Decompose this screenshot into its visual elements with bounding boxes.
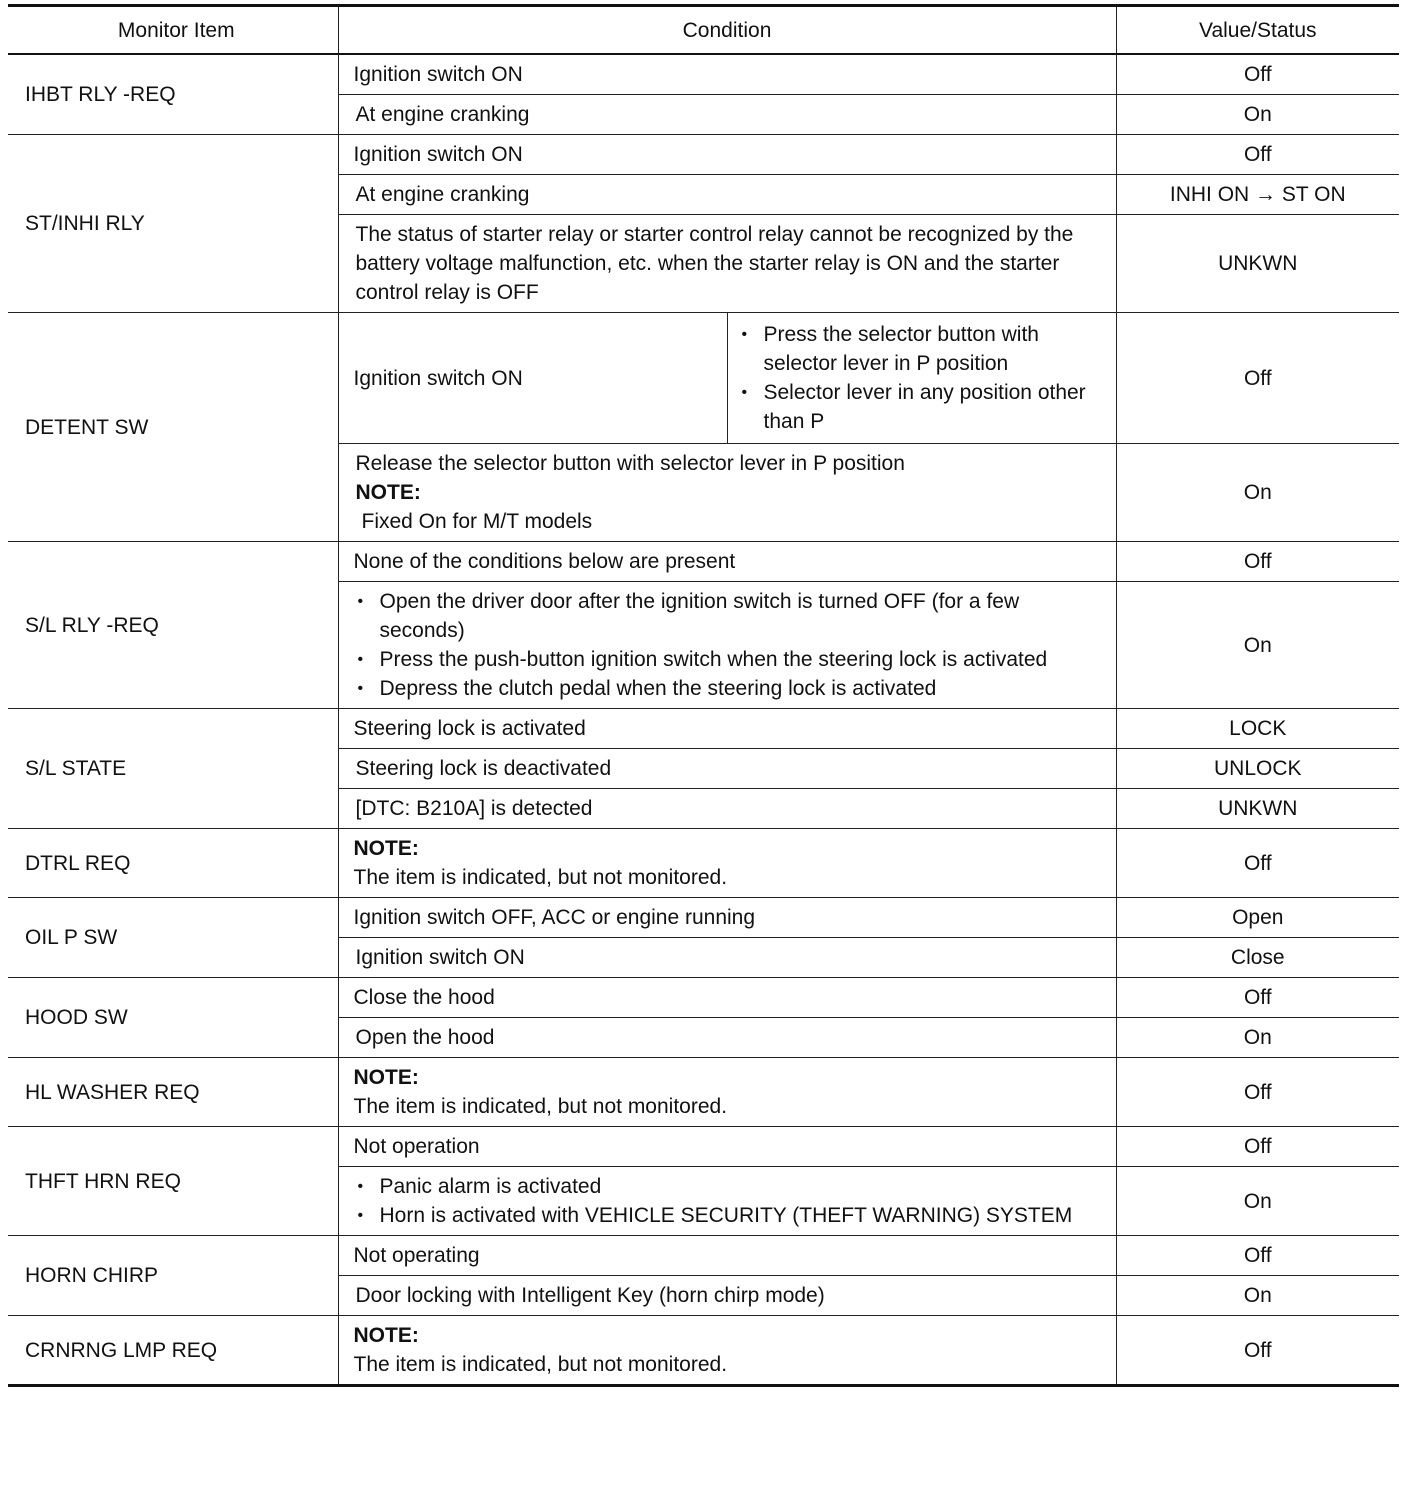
value-cell: Off: [1116, 1127, 1399, 1167]
condition-cell: [338, 444, 1116, 542]
table-row: [8, 542, 1399, 582]
monitor-item-cell: S/L STATE: [8, 709, 338, 829]
condition-cell: [DTC: B210A] is detected: [338, 789, 1116, 829]
list-item: • Horn is activated with VEHICLE SECURITY (THEFT WARNING) SYSTEM: [356, 1201, 1106, 1230]
condition-cell: [338, 1058, 1116, 1127]
table-header-row: [8, 6, 1399, 55]
table-row: [8, 1236, 1399, 1276]
monitor-item-cell: HOOD SW: [8, 978, 338, 1058]
condition-cell: [338, 582, 1116, 709]
note-label: NOTE:: [353, 1324, 419, 1347]
list-item: • Depress the clutch pedal when the steering lock is activated: [356, 674, 1106, 703]
value-cell: On: [1116, 95, 1399, 135]
condition-cell: Ignition switch ON: [338, 54, 1116, 95]
value-cell: Off: [1116, 1058, 1399, 1127]
condition-cell: Ignition switch ON: [338, 135, 1116, 175]
monitor-item-cell: THFT HRN REQ: [8, 1127, 338, 1236]
table-row: [8, 135, 1399, 175]
note-text: The item is indicated, but not monitored.: [353, 866, 728, 889]
condition-cell: Ignition switch OFF, ACC or engine running: [338, 898, 1116, 938]
value-cell: Off: [1116, 829, 1399, 898]
list-item: • Open the driver door after the ignition switch is turned OFF (for a few seconds): [356, 587, 1106, 645]
table-row: [8, 709, 1399, 749]
note-label: NOTE:: [355, 481, 421, 504]
monitor-item-cell: OIL P SW: [8, 898, 338, 978]
value-cell: On: [1116, 1018, 1399, 1058]
condition-cell: At engine cranking: [338, 95, 1116, 135]
condition-cell: Door locking with Intelligent Key (horn chirp mode): [338, 1276, 1116, 1316]
condition-bullet-list: [740, 320, 1106, 436]
value-cell: UNKWN: [1116, 215, 1399, 313]
note-text: The item is indicated, but not monitored.: [353, 1095, 728, 1118]
value-cell: Off: [1116, 54, 1399, 95]
header-value-status: Value/Status: [1116, 6, 1399, 55]
condition-cell: Not operating: [338, 1236, 1116, 1276]
condition-cell: At engine cranking: [338, 175, 1116, 215]
monitor-item-cell: HL WASHER REQ: [8, 1058, 338, 1127]
table-row: [8, 1058, 1399, 1127]
condition-cell: Ignition switch ON: [338, 938, 1116, 978]
value-cell: On: [1116, 1276, 1399, 1316]
monitor-item-cell: DTRL REQ: [8, 829, 338, 898]
monitor-item-cell: S/L RLY -REQ: [8, 542, 338, 709]
list-item: • Press the selector button with selector lever in P position: [740, 320, 1106, 378]
header-monitor-item: Monitor Item: [8, 6, 338, 55]
value-cell: Off: [1116, 313, 1399, 444]
condition-bullet-list: [356, 1172, 1106, 1230]
condition-cell: The status of starter relay or starter control relay cannot be recognized by the battery voltage malfunction, etc. when the starter relay is ON and the starter control relay is OFF: [338, 215, 1116, 313]
value-cell: Off: [1116, 1236, 1399, 1276]
monitor-item-cell: ST/INHI RLY: [8, 135, 338, 313]
value-cell: UNKWN: [1116, 789, 1399, 829]
note-text: The item is indicated, but not monitored.: [353, 1353, 728, 1376]
value-cell: On: [1116, 1167, 1399, 1236]
condition-bullet-list: [356, 587, 1106, 703]
value-cell: LOCK: [1116, 709, 1399, 749]
value-cell: Off: [1116, 978, 1399, 1018]
monitor-item-cell: DETENT SW: [8, 313, 338, 542]
monitor-item-table: [8, 4, 1399, 1387]
header-condition: Condition: [338, 6, 1116, 55]
condition-cell: Steering lock is deactivated: [338, 749, 1116, 789]
value-cell: Off: [1116, 135, 1399, 175]
condition-text: Release the selector button with selector lever in P position: [355, 452, 905, 475]
value-cell: Off: [1116, 542, 1399, 582]
list-item: • Press the push-button ignition switch when the steering lock is activated: [356, 645, 1106, 674]
table-row: [8, 978, 1399, 1018]
monitor-item-cell: IHBT RLY -REQ: [8, 54, 338, 135]
condition-cell: Not operation: [338, 1127, 1116, 1167]
value-cell: Close: [1116, 938, 1399, 978]
monitor-item-table-document: [8, 4, 1399, 1387]
value-cell: INHI ON → ST ON: [1116, 175, 1399, 215]
condition-cell: [338, 1167, 1116, 1236]
condition-cell: [338, 829, 1116, 898]
note-label: NOTE:: [353, 1066, 419, 1089]
note-text: Fixed On for M/T models: [361, 510, 593, 533]
value-cell: Off: [1116, 1316, 1399, 1386]
list-item: • Panic alarm is activated: [356, 1172, 1106, 1201]
table-row: [8, 898, 1399, 938]
condition-cell: None of the conditions below are present: [338, 542, 1116, 582]
note-label: NOTE:: [353, 837, 419, 860]
condition-cell: Open the hood: [338, 1018, 1116, 1058]
condition-cell: [338, 1316, 1116, 1386]
value-cell: Open: [1116, 898, 1399, 938]
table-row: [8, 313, 1399, 444]
monitor-item-cell: CRNRNG LMP REQ: [8, 1316, 338, 1386]
table-row: [8, 1127, 1399, 1167]
monitor-item-cell: HORN CHIRP: [8, 1236, 338, 1316]
table-row: [8, 54, 1399, 95]
condition-cell: Ignition switch ON: [338, 313, 727, 444]
value-cell: UNLOCK: [1116, 749, 1399, 789]
table-row: [8, 829, 1399, 898]
condition-cell: Close the hood: [338, 978, 1116, 1018]
value-cell: On: [1116, 444, 1399, 542]
table-row: [8, 1316, 1399, 1386]
list-item: • Selector lever in any position other than P: [740, 378, 1106, 436]
condition-cell: Steering lock is activated: [338, 709, 1116, 749]
value-cell: On: [1116, 582, 1399, 709]
condition-detail-cell: [727, 313, 1116, 444]
